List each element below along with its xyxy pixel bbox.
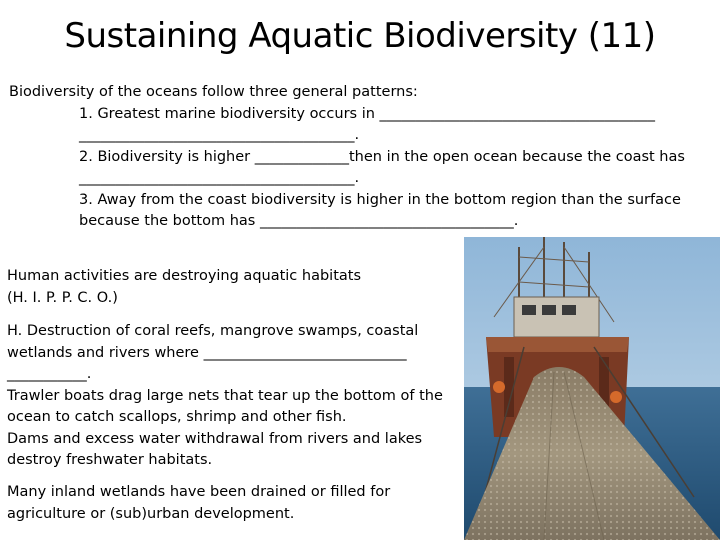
pattern-3: 3. Away from the coast biodiversity is higher in the bottom region than the surface [79,191,681,208]
pattern-3-continued: because the bottom has ___________________________________. [79,213,519,229]
human-activities-heading [7,266,452,309]
h-line-1: H. Destruction of coral reefs, mangrove swamps, coastal [7,323,419,339]
wetlands-section [7,482,452,525]
slide-title: Sustaining Aquatic Biodiversity (11) [64,16,656,56]
patterns-section [9,82,714,233]
trawler-photo [464,237,720,540]
human-acronym: (H. I. P. P. C. O.) [7,289,118,306]
h-line-2: wetlands and rivers where ____________________________ [7,344,407,361]
h-line-4: Trawler boats drag large nets that tear up the bottom of the [7,387,443,404]
habitat-destruction-section [7,321,452,472]
human-title: Human activities are destroying aquatic habitats [7,268,362,284]
pattern-2: 2. Biodiversity is higher _____________then in the open ocean because the coast has [79,148,685,165]
pattern-1-continued: ______________________________________. [79,127,360,143]
pattern-2-continued: ______________________________________. [79,170,360,186]
h-line-6: Dams and excess water withdrawal from rivers and lakes [7,430,423,447]
h-line-3: ___________. [7,366,92,382]
wet-line-2: agriculture or (sub)urban development. [7,505,295,522]
h-line-7: destroy freshwater habitats. [7,452,213,468]
h-line-5: ocean to catch scallops, shrimp and other fish. [7,409,347,425]
intro-text: Biodiversity of the oceans follow three general patterns: [9,84,418,100]
pattern-1: 1. Greatest marine biodiversity occurs in ______________________________________ [79,105,656,122]
wet-line-1: Many inland wetlands have been drained or filled for [7,484,391,500]
